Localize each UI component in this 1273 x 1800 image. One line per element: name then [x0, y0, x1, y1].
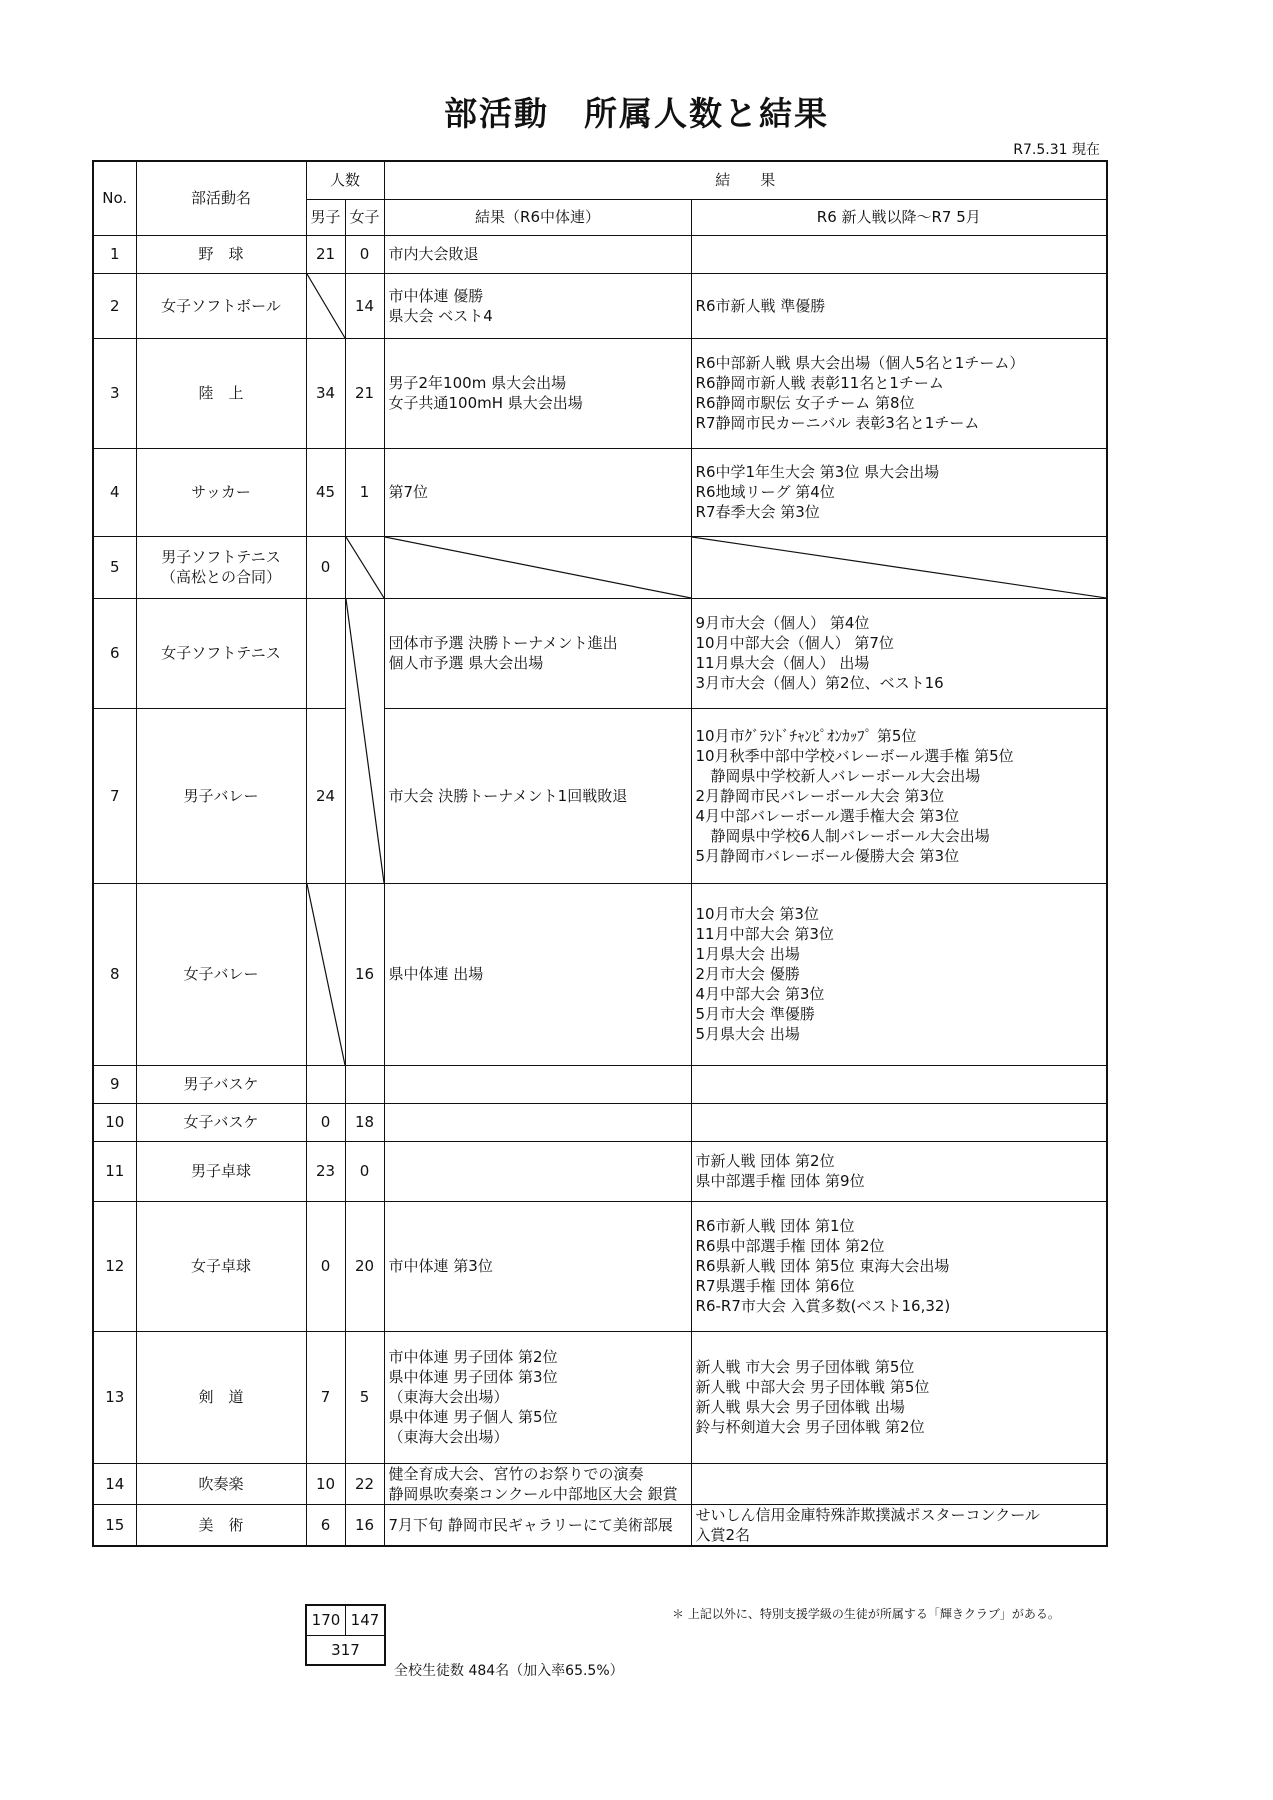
result-b-line: 4月中部大会 第3位	[695, 985, 825, 1003]
result-a-line: 男子2年100m 県大会出場	[388, 374, 567, 392]
boys-count	[306, 273, 345, 338]
table-row	[93, 1103, 1107, 1141]
girls-count	[345, 536, 384, 598]
result-b-line: R6中学1年生大会 第3位 県大会出場	[695, 463, 940, 481]
totals-table	[305, 1604, 386, 1666]
result-a	[384, 338, 691, 448]
result-b-line: 静岡県中学校新人バレーボール大会出場	[695, 766, 981, 785]
row-no: 12	[93, 1201, 136, 1331]
row-no: 4	[93, 448, 136, 536]
result-b-line: 1月県大会 出場	[695, 945, 800, 963]
result-b-line: R7県選手権 団体 第6位	[695, 1277, 855, 1295]
girls-count: 14	[345, 273, 384, 338]
table-row	[93, 708, 1107, 883]
boys-count: 0	[306, 1201, 345, 1331]
row-no: 9	[93, 1065, 136, 1103]
result-a-line: 団体市予選 決勝トーナメント進出	[388, 634, 618, 652]
header-no: No.	[93, 161, 136, 235]
result-b-line: R6県新人戦 団体 第5位 東海大会出場	[695, 1257, 950, 1275]
table-row	[93, 883, 1107, 1065]
club-name: 男子卓球	[136, 1141, 306, 1201]
girls-count: 5	[345, 1331, 384, 1463]
header-result-b: R6 新人戦以降～R7 5月	[691, 199, 1107, 235]
boys-count: 21	[306, 235, 345, 273]
result-a-line: 市中体連 男子団体 第2位	[388, 1348, 558, 1366]
club-name: 男子バスケ	[136, 1065, 306, 1103]
diagonal-slash	[346, 599, 384, 883]
table-row	[93, 1201, 1107, 1331]
enrollment-note: 全校生徒数 484名（加入率65.5%）	[394, 1663, 624, 1679]
result-b-line: R6中部新人戦 県大会出場（個人5名と1チーム）	[695, 354, 1025, 372]
club-results-table	[92, 160, 1108, 1547]
result-a	[384, 598, 691, 708]
result-b-line: 市新人戦 団体 第2位	[695, 1152, 835, 1170]
result-b	[691, 598, 1107, 708]
boys-count: 10	[306, 1463, 345, 1504]
result-b-line: 10月市大会 第3位	[695, 905, 819, 923]
result-b-line: R6地域リーグ 第4位	[695, 483, 835, 501]
result-a	[384, 1201, 691, 1331]
result-a	[384, 273, 691, 338]
row-no: 6	[93, 598, 136, 708]
result-b-line: せいしん信用金庫特殊詐欺撲滅ポスターコンクール	[695, 1505, 1040, 1524]
header-girls: 女子	[345, 199, 384, 235]
club-name: 吹奏楽	[136, 1463, 306, 1504]
result-b	[691, 1103, 1107, 1141]
row-no: 3	[93, 338, 136, 448]
result-a-line: 健全育成大会、宮竹のお祭りでの演奏	[388, 1464, 644, 1483]
result-a-line: 7月下旬 静岡市民ギャラリーにて美術部展	[388, 1515, 673, 1534]
girls-count: 18	[345, 1103, 384, 1141]
result-b-line: R6静岡市新人戦 表彰11名と1チーム	[695, 374, 944, 392]
result-b-line: 10月中部大会（個人） 第7位	[695, 634, 894, 652]
table-row	[93, 1504, 1107, 1546]
result-a	[384, 883, 691, 1065]
result-b	[691, 708, 1107, 883]
result-a-line: 静岡県吹奏楽コンクール中部地区大会 銀賞	[388, 1484, 678, 1503]
result-b-line: R7春季大会 第3位	[695, 503, 820, 521]
result-a-line: 市中体連 第3位	[388, 1257, 493, 1275]
club-name: 女子卓球	[136, 1201, 306, 1331]
result-b	[691, 1463, 1107, 1504]
header-boys: 男子	[306, 199, 345, 235]
footnote: ＊ 上記以外に、特別支援学級の生徒が所属する「輝きクラブ」がある。	[672, 1607, 1060, 1621]
result-b	[691, 1065, 1107, 1103]
club-name: 剣 道	[136, 1331, 306, 1463]
row-no: 7	[93, 708, 136, 883]
result-a	[384, 1103, 691, 1141]
diagonal-slash	[307, 274, 345, 338]
table-row	[93, 1065, 1107, 1103]
result-b-line: 2月市大会 優勝	[695, 965, 800, 983]
club-name: 野 球	[136, 235, 306, 273]
girls-count: 16	[345, 1504, 384, 1546]
result-b-line: 5月市大会 準優勝	[695, 1005, 815, 1023]
result-b-line: 鈴与杯剣道大会 男子団体戦 第2位	[695, 1418, 925, 1436]
boys-count: 23	[306, 1141, 345, 1201]
result-b-empty	[691, 536, 1107, 598]
result-a-line: （東海大会出場）	[388, 1428, 509, 1446]
result-a-line: 市内大会敗退	[388, 245, 479, 263]
result-a	[384, 1331, 691, 1463]
result-a-line: 県中体連 男子個人 第5位	[388, 1408, 558, 1426]
result-b-line: 2月静岡市民バレーボール大会 第3位	[695, 786, 945, 805]
boys-count	[306, 598, 345, 708]
club-name: サッカー	[136, 448, 306, 536]
boys-count: 0	[306, 1103, 345, 1141]
diagonal-slash	[692, 537, 1107, 598]
result-b-line: 4月中部バレーボール選手権大会 第3位	[695, 806, 960, 825]
row-no: 2	[93, 273, 136, 338]
boys-count: 34	[306, 338, 345, 448]
result-b-line: 3月市大会（個人）第2位、ベスト16	[695, 674, 944, 692]
result-b-line: R6静岡市駅伝 女子チーム 第8位	[695, 394, 915, 412]
result-a	[384, 448, 691, 536]
header-members: 人数	[306, 161, 384, 199]
result-b-line: R6市新人戦 団体 第1位	[695, 1217, 855, 1235]
boys-count	[306, 883, 345, 1065]
result-b-line: 新人戦 県大会 男子団体戦 出場	[695, 1398, 905, 1416]
table-row	[93, 1463, 1107, 1504]
club-name: 女子ソフトテニス	[136, 598, 306, 708]
result-b-line: 5月県大会 出場	[695, 1025, 800, 1043]
result-b-line: 11月県大会（個人） 出場	[695, 654, 870, 672]
girls-count	[345, 598, 384, 883]
result-b-line: 入賞2名	[695, 1525, 751, 1544]
club-name	[136, 536, 306, 598]
boys-count: 7	[306, 1331, 345, 1463]
result-b	[691, 1141, 1107, 1201]
girls-count: 1	[345, 448, 384, 536]
boys-count	[306, 1065, 345, 1103]
result-b-line: 10月市ｸﾞﾗﾝﾄﾞﾁｬﾝﾋﾟｵﾝｶｯﾌﾟ 第5位	[695, 726, 917, 745]
result-b-line: 11月中部大会 第3位	[695, 925, 834, 943]
total-girls: 147	[346, 1605, 386, 1635]
table-row	[93, 1331, 1107, 1463]
header-results: 結 果	[384, 161, 1107, 199]
diagonal-slash	[307, 884, 345, 1065]
row-no: 11	[93, 1141, 136, 1201]
result-a-line: （東海大会出場）	[388, 1388, 509, 1406]
result-a	[384, 1463, 691, 1504]
result-b	[691, 1504, 1107, 1546]
result-b-line: 5月静岡市バレーボール優勝大会 第3位	[695, 846, 960, 865]
girls-count: 21	[345, 338, 384, 448]
result-b-line: 新人戦 中部大会 男子団体戦 第5位	[695, 1378, 930, 1396]
table-row	[93, 536, 1107, 598]
girls-count: 20	[345, 1201, 384, 1331]
result-a-line: 県大会 ベスト4	[388, 306, 493, 325]
row-no: 13	[93, 1331, 136, 1463]
club-name: 女子バスケ	[136, 1103, 306, 1141]
row-no: 1	[93, 235, 136, 273]
girls-count: 0	[345, 1141, 384, 1201]
result-b	[691, 883, 1107, 1065]
result-a-line: 女子共通100mH 県大会出場	[388, 394, 583, 412]
result-a	[384, 1065, 691, 1103]
as-of-date: R7.5.31 現在	[1013, 142, 1100, 158]
result-b-line: 10月秋季中部中学校バレーボール選手権 第5位	[695, 746, 1014, 765]
result-b	[691, 1201, 1107, 1331]
result-b	[691, 235, 1107, 273]
result-b	[691, 448, 1107, 536]
result-a-line: 個人市予選 県大会出場	[388, 654, 544, 672]
table-row	[93, 448, 1107, 536]
result-a-line: 県中体連 出場	[388, 965, 484, 983]
table-row	[93, 273, 1107, 338]
result-b-line: 静岡県中学校6人制バレーボール大会出場	[695, 826, 990, 845]
result-a-line: 第7位	[388, 483, 429, 501]
club-name-line: 男子ソフトテニス	[161, 548, 281, 566]
row-no: 8	[93, 883, 136, 1065]
result-b	[691, 273, 1107, 338]
result-b-line: R6-R7市大会 入賞多数(ベスト16,32)	[695, 1297, 951, 1315]
table-row	[93, 235, 1107, 273]
result-a	[384, 1141, 691, 1201]
diagonal-slash	[346, 537, 384, 598]
result-a-line: 市中体連 優勝	[388, 286, 484, 305]
result-b-line: R6県中部選手権 団体 第2位	[695, 1237, 885, 1255]
result-a	[384, 1504, 691, 1546]
row-no: 15	[93, 1504, 136, 1546]
page-title: 部活動 所属人数と結果	[444, 94, 829, 133]
boys-count: 45	[306, 448, 345, 536]
table-row	[93, 598, 1107, 708]
row-no: 14	[93, 1463, 136, 1504]
club-name: 女子ソフトボール	[136, 273, 306, 338]
result-a-line: 市大会 決勝トーナメント1回戦敗退	[388, 786, 628, 805]
girls-count	[345, 1065, 384, 1103]
club-name: 男子バレー	[136, 708, 306, 883]
result-b-line: 9月市大会（個人） 第4位	[695, 614, 870, 632]
table-row	[93, 338, 1107, 448]
boys-count: 24	[306, 708, 345, 883]
girls-count: 0	[345, 235, 384, 273]
club-name: 女子バレー	[136, 883, 306, 1065]
header-club: 部活動名	[136, 161, 306, 235]
club-name: 陸 上	[136, 338, 306, 448]
total-all: 317	[306, 1635, 385, 1665]
result-b-line: 新人戦 市大会 男子団体戦 第5位	[695, 1358, 915, 1376]
result-a	[384, 235, 691, 273]
boys-count: 6	[306, 1504, 345, 1546]
boys-count: 0	[306, 536, 345, 598]
girls-count: 16	[345, 883, 384, 1065]
girls-count: 22	[345, 1463, 384, 1504]
result-b-line: 県中部選手権 団体 第9位	[695, 1172, 865, 1190]
result-b-line: R7静岡市民カーニバル 表彰3名と1チーム	[695, 414, 980, 432]
diagonal-slash	[385, 537, 691, 598]
result-a-empty	[384, 536, 691, 598]
header-result-a: 結果（R6中体連）	[384, 199, 691, 235]
result-a-line: 県中体連 男子団体 第3位	[388, 1368, 558, 1386]
table-row	[93, 1141, 1107, 1201]
result-a	[384, 708, 691, 883]
result-b	[691, 1331, 1107, 1463]
club-name: 美 術	[136, 1504, 306, 1546]
result-b-line: R6市新人戦 準優勝	[695, 296, 826, 315]
row-no: 5	[93, 536, 136, 598]
total-boys: 170	[306, 1605, 346, 1635]
result-b	[691, 338, 1107, 448]
row-no: 10	[93, 1103, 136, 1141]
club-name-line: （高松との合同）	[160, 568, 281, 586]
